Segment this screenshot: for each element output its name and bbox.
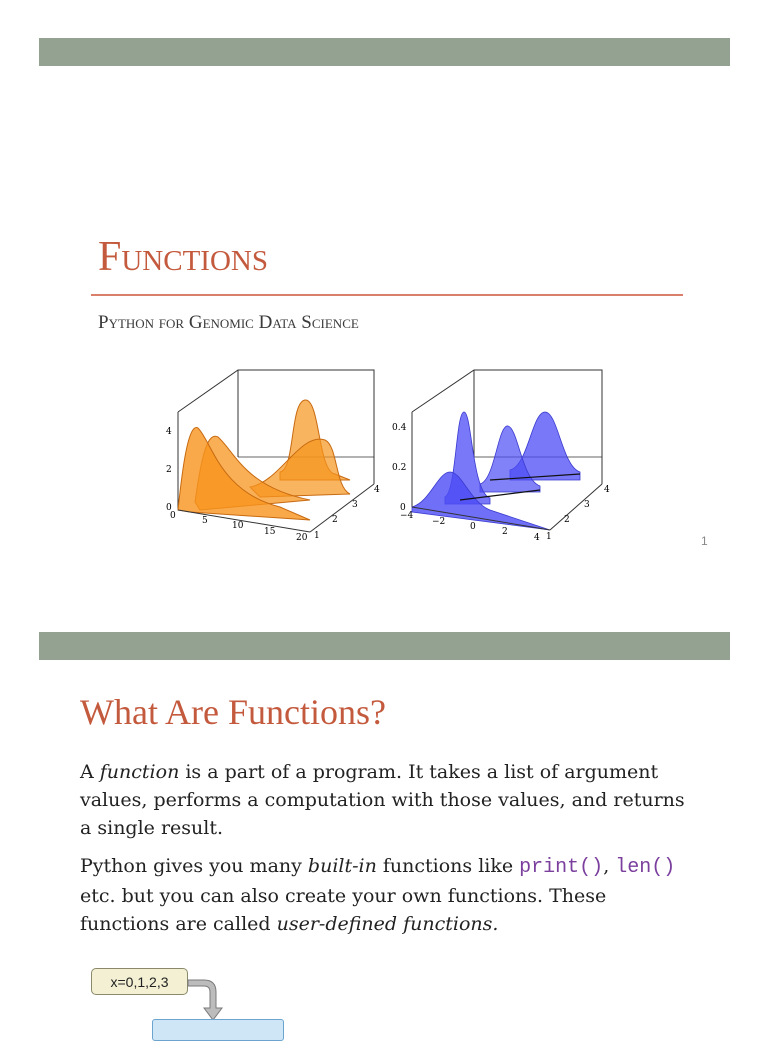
right-z-tick: 0 (400, 503, 406, 513)
right-z-tick: 0.2 (392, 463, 407, 473)
left-y-tick: 3 (352, 500, 358, 510)
right-x-tick: −2 (432, 517, 446, 527)
right-y-axis (550, 484, 602, 530)
flow-function-box (152, 1019, 284, 1041)
flow-input-box: x=0,1,2,3 (91, 968, 188, 995)
right-y-tick: 1 (546, 532, 552, 542)
left-y-tick: 4 (374, 485, 380, 495)
flow-arrow-icon (186, 974, 236, 1024)
left-x-tick: 10 (232, 521, 244, 531)
slide-title: Functions (98, 234, 268, 280)
left-x-tick: 15 (264, 527, 276, 537)
right-3d-plot (392, 370, 610, 543)
emphasis-function: function (99, 761, 180, 783)
right-x-tick: 2 (502, 527, 508, 537)
slide2-top-bar (39, 632, 730, 660)
title-underline (91, 294, 683, 296)
distribution-figures (160, 362, 620, 552)
right-z-tick: 0.4 (392, 423, 407, 433)
right-x-tick: 0 (470, 522, 476, 532)
emphasis-built-in: built-in (307, 855, 377, 877)
slide-subtitle: Python for Genomic Data Science (98, 312, 359, 333)
right-x-tick: 4 (534, 533, 540, 543)
code-len: len() (615, 856, 676, 879)
right-x-tick: −4 (400, 511, 414, 521)
left-z-tick: 2 (166, 465, 172, 475)
slide2-heading: What Are Functions? (80, 692, 386, 732)
right-y-tick: 3 (584, 500, 590, 510)
left-z-tick: 0 (166, 503, 172, 513)
left-y-tick: 1 (314, 531, 320, 541)
right-y-tick: 4 (604, 485, 610, 495)
slide-number: 1 (701, 534, 708, 548)
left-3d-plot (166, 370, 380, 543)
left-y-tick: 2 (332, 515, 338, 525)
builtin-paragraph: Python gives you many built-in functions like print(), len() etc. but you can also create your own functions. These functions are called user-defined functions. (80, 855, 676, 935)
left-z-tick: 4 (166, 427, 172, 437)
left-x-tick: 20 (296, 533, 308, 543)
left-x-tick: 0 (170, 511, 176, 521)
emphasis-user-defined: user-defined functions. (276, 913, 499, 935)
code-print: print() (519, 856, 604, 879)
definition-paragraph: A function is a part of a program. It takes a list of argument values, performs a computation with those values, and returns a single result. (80, 761, 685, 839)
left-x-tick: 5 (202, 516, 208, 526)
right-y-tick: 2 (564, 515, 570, 525)
slide1-top-bar (39, 38, 730, 66)
